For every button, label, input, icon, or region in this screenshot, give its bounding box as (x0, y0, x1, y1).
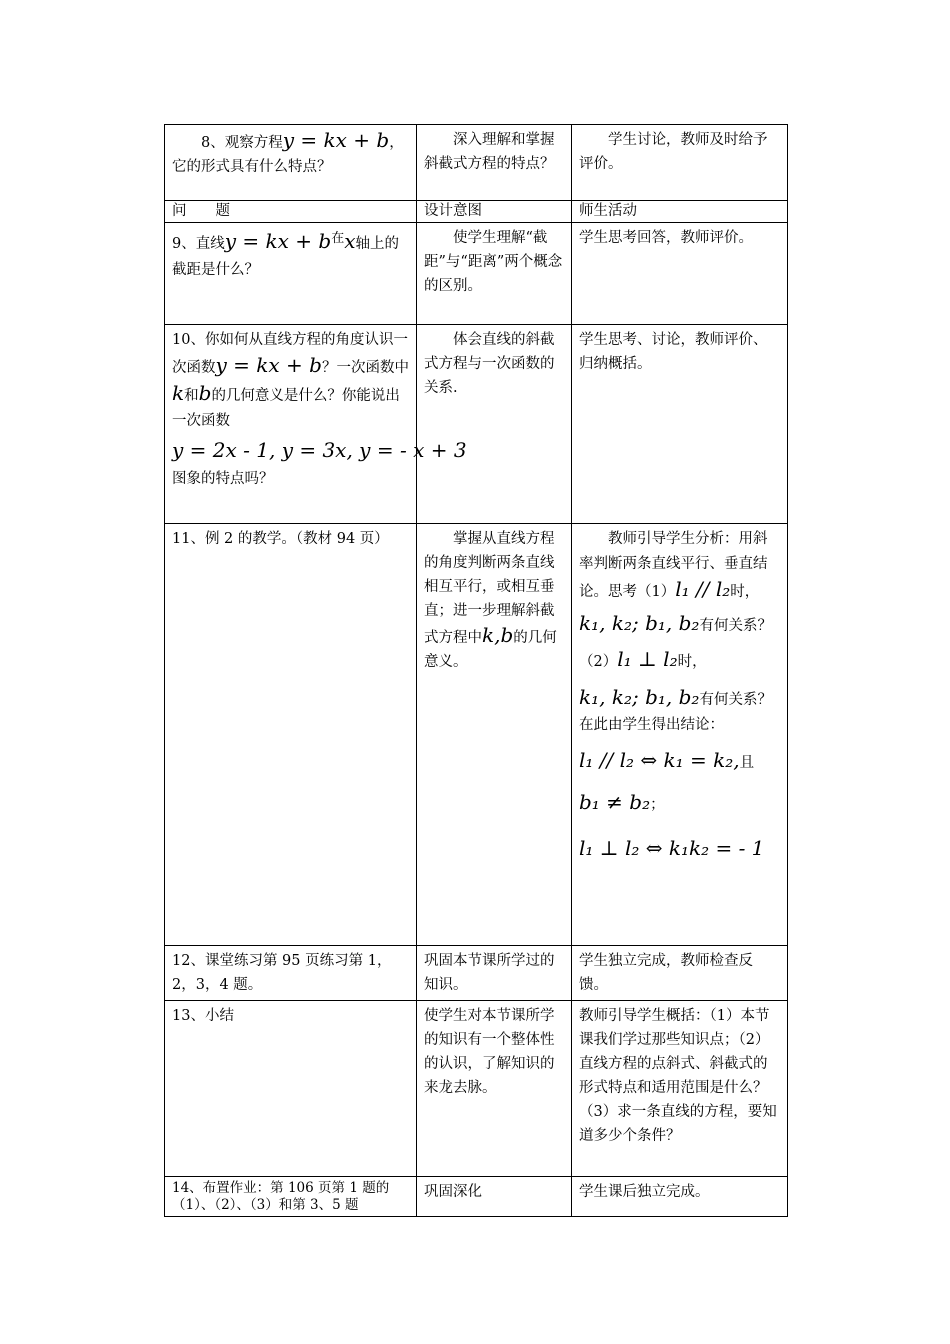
formula: y = kx + b (224, 229, 332, 253)
header-question: 问 题 (165, 201, 417, 223)
intent-cell: 深入理解和掌握斜截式方程的特点？ (417, 125, 572, 201)
activity-cell: 学生思考、讨论，教师评价、归纳概括。 (572, 325, 788, 524)
activity-cell: 教师引导学生概括：（1）本节课我们学过那些知识点；（2）直线方程的点斜式、斜截式的形式特点和适用范围是什么？（3）求一条直线的方程，要知道多少个条件？ (572, 1001, 788, 1177)
activity-cell: 学生独立完成，教师检查反馈。 (572, 946, 788, 1001)
table-header-row (165, 201, 788, 223)
question-cell: 12、课堂练习第 95 页练习第 1，2，3，4 题。 (165, 946, 417, 1001)
table-row (165, 946, 788, 1001)
question-cell: 14、布置作业：第 106 页第 1 题的（1）、（2）、（3）和第 3、5 题 (165, 1177, 417, 1217)
intent-cell: 体会直线的斜截式方程与一次函数的关系. (417, 325, 572, 524)
lesson-table (164, 124, 788, 1217)
activity-cell: 学生思考回答，教师评价。 (572, 223, 788, 325)
formula: y = kx + b (282, 128, 390, 152)
table-row (165, 223, 788, 325)
header-activity: 师生活动 (572, 201, 788, 223)
question-cell: 13、小结 (165, 1001, 417, 1177)
question-cell: 9、直线y = kx + b在x轴上的截距是什么？ (165, 223, 417, 325)
formula-functions: y = 2x - 1, y = 3x, y = - x + 3 (172, 438, 467, 462)
intent-cell: 使学生对本节课所学的知识有一个整体性的认识，了解知识的来龙去脉。 (417, 1001, 572, 1177)
intent-cell: 掌握从直线方程的角度判断两条直线相互平行，或相互垂直；进一步理解斜截式方程中k,b的几何意义。 (417, 524, 572, 946)
question-cell: 10、你如何从直线方程的角度认识一次函数y = kx + b？一次函数中k和b的几何意义是什么？你能说出一次函数 y = 2x - 1, y = 3x, y = - x + 3 图象的特点吗？ (165, 325, 417, 524)
intent-cell: 巩固深化 (417, 1177, 572, 1217)
question-cell: 11、例 2 的教学。（教材 94 页） (165, 524, 417, 946)
activity-cell: 学生课后独立完成。 (572, 1177, 788, 1217)
intent-cell: 使学生理解“截距”与“距离”两个概念的区别。 (417, 223, 572, 325)
table-row (165, 1001, 788, 1177)
activity-cell: 学生讨论，教师及时给予评价。 (572, 125, 788, 201)
intent-cell: 巩固本节课所学过的知识。 (417, 946, 572, 1001)
header-intent: 设计意图 (417, 201, 572, 223)
formula: y = kx + b (215, 353, 322, 377)
table-row (165, 325, 788, 524)
table-row (165, 524, 788, 946)
question-cell: 8、观察方程y = kx + b，它的形式具有什么特点？ (165, 125, 417, 201)
activity-cell: 教师引导学生分析：用斜率判断两条直线平行、垂直结论。思考（1）l₁ // l₂时， k₁, k₂; b₁, b₂有何关系？ （2）l₁ ⊥ l₂时， k₁, k₂; b₁, b₂有何关系？在此由学生得出结论： l₁ // l₂ ⇔ k₁ = k₂,且 b₁ ≠ b₂； l₁ ⊥ l₂ ⇔ k₁k₂ = - 1 (572, 524, 788, 946)
table-row (165, 1177, 788, 1217)
table-row (165, 125, 788, 201)
